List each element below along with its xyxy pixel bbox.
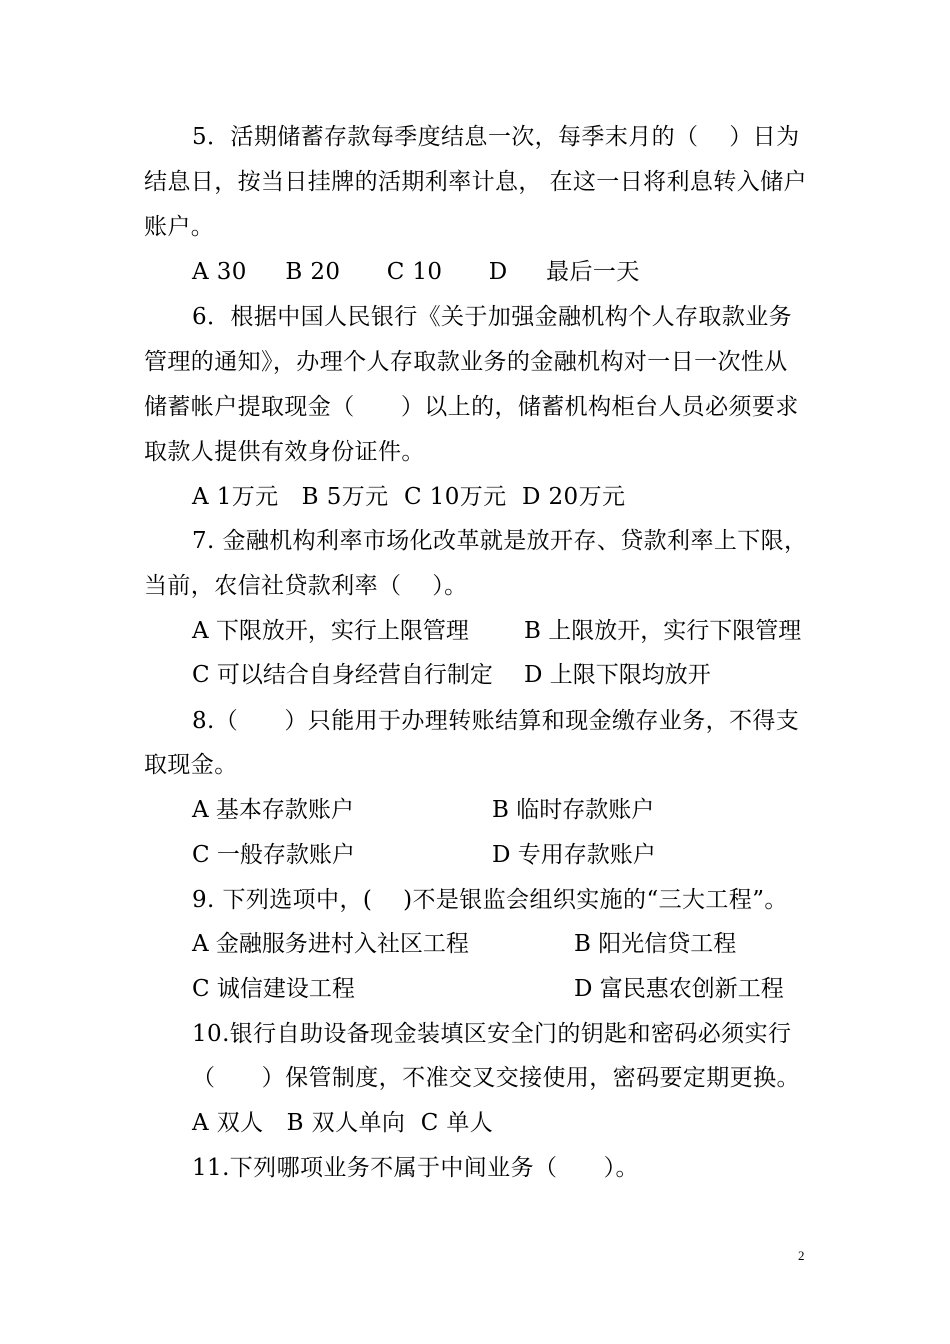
q5-line-2: 结息日，按当日挂牌的活期利率计息， 在这一日将利息转入储户: [144, 169, 807, 195]
q11-line-1: 11.下列哪项业务不属于中间业务（ ）。: [192, 1155, 639, 1181]
q6-options: A 1万元 B 5万元 C 10万元 D 20万元: [192, 484, 626, 510]
q5-line-3: 账户。: [144, 214, 215, 240]
q5-options: A 30 B 20 C 10 D 最后一天: [192, 259, 640, 285]
q9-option-a: A 金融服务进村入社区工程: [192, 931, 469, 957]
page-number: 2: [798, 1248, 805, 1263]
q5-line-1: 5．活期储蓄存款每季度结息一次，每季末月的（ ）日为: [192, 124, 800, 150]
q8-option-b: B 临时存款账户: [492, 797, 655, 823]
q10-options: A 双人 B 双人单向 C 单人: [192, 1110, 494, 1136]
q7-option-d: D 上限下限均放开: [524, 662, 711, 688]
q6-line-3: 储蓄帐户提取现金（ ）以上的，储蓄机构柜台人员必须要求: [144, 394, 799, 420]
q8-option-c: C 一般存款账户: [192, 842, 355, 868]
q6-line-4: 取款人提供有效身份证件。: [144, 439, 425, 465]
q8-option-a: A 基本存款账户: [192, 797, 354, 823]
q6-line-1: 6．根据中国人民银行《关于加强金融机构个人存取款业务: [192, 304, 793, 330]
q9-option-c: C 诚信建设工程: [192, 976, 355, 1002]
q9-option-b: B 阳光信贷工程: [574, 931, 737, 957]
q7-option-c: C 可以结合自身经营自行制定: [192, 662, 493, 688]
q8-line-2: 取现金。: [144, 752, 238, 778]
q6-line-2: 管理的通知》，办理个人存取款业务的金融机构对一日一次性从: [144, 349, 788, 375]
q8-option-d: D 专用存款账户: [492, 842, 656, 868]
q9-option-d: D 富民惠农创新工程: [574, 976, 784, 1002]
q10-line-2: （ ）保管制度，不准交叉交接使用，密码要定期更换。: [192, 1065, 800, 1091]
q7-line-2: 当前，农信社贷款利率（ ）。: [144, 573, 468, 599]
q7-option-b: B 上限放开，实行下限管理: [524, 618, 802, 644]
q7-option-a: A 下限放开，实行上限管理: [192, 618, 469, 644]
q7-line-1: 7. 金融机构利率市场化改革就是放开存、贷款利率上下限，: [192, 528, 808, 554]
q8-line-1: 8.（ ）只能用于办理转账结算和现金缴存业务，不得支: [192, 708, 800, 734]
q9-line-1: 9. 下列选项中，( )不是银监会组织实施的“三大工程”。: [192, 887, 788, 913]
q10-line-1: 10.银行自助设备现金装填区安全门的钥匙和密码必须实行: [192, 1021, 792, 1047]
